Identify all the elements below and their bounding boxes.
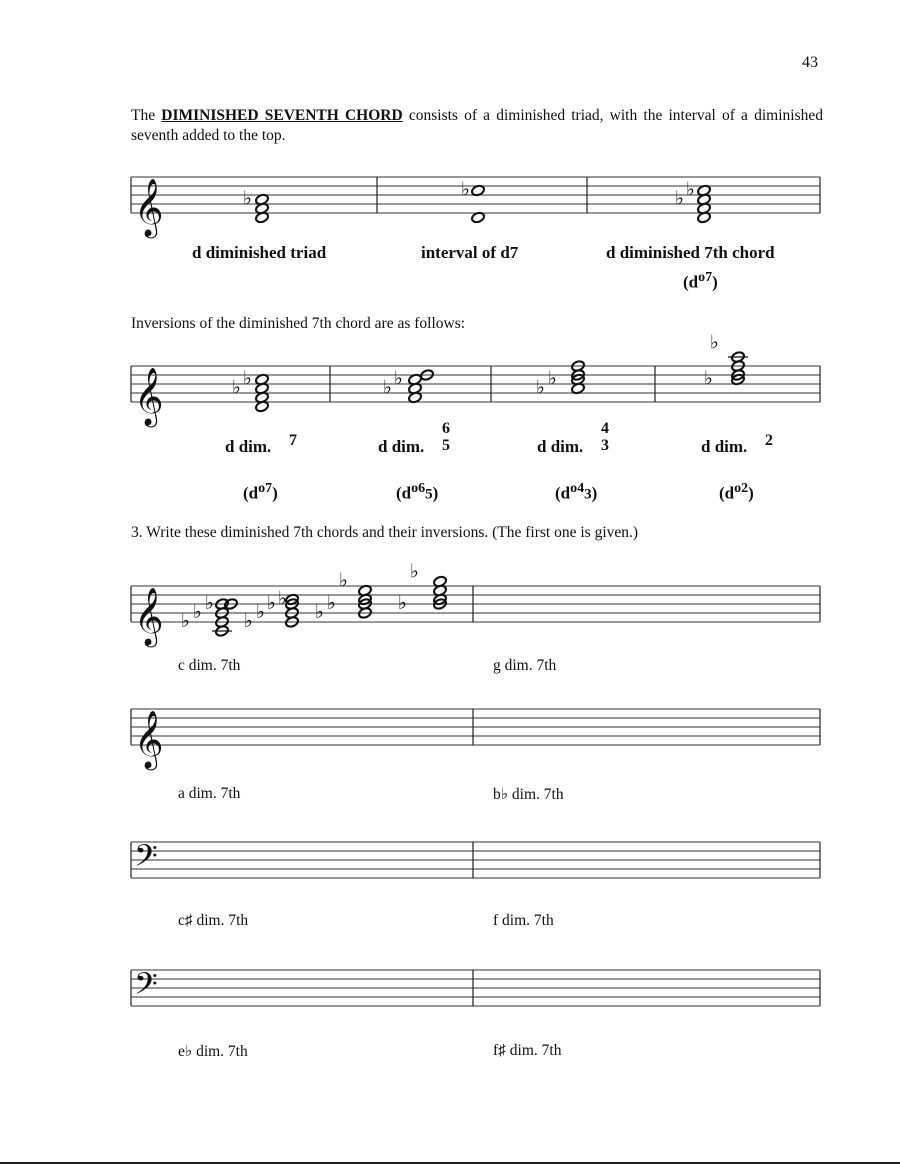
flat-icon: ♭	[394, 367, 403, 390]
flat-icon: ♭	[244, 610, 253, 632]
flat-icon: ♭	[243, 367, 252, 390]
symbol-open: (d	[683, 272, 699, 292]
flat-icon: ♭	[686, 178, 695, 201]
flat-icon: ♭	[232, 376, 241, 399]
inversions-intro: Inversions of the diminished 7th chord are as follows:	[131, 315, 466, 332]
flat-icon: ♭	[339, 569, 348, 592]
symbol-open: (d	[719, 483, 735, 503]
symbol-close: )	[748, 483, 754, 503]
intro-pre: The	[131, 107, 162, 124]
row1-right-label: g dim. 7th	[493, 657, 557, 674]
flat-icon: ♭	[256, 601, 265, 623]
example1-label-interval: interval of d7	[421, 243, 519, 262]
flat-icon: ♭	[536, 376, 545, 399]
bass-clef-icon: 𝄢	[134, 838, 158, 881]
flat-icon: ♭	[267, 592, 276, 614]
symbol-close: )	[272, 483, 278, 503]
symbol-open: (d	[555, 483, 571, 503]
row1-left-label: c dim. 7th	[178, 657, 241, 674]
row4-right-label: f♯ dim. 7th	[493, 1042, 562, 1059]
inversion-label-2: d dim.	[378, 437, 425, 456]
page-number: 43	[802, 54, 818, 71]
example1-label-chord: d diminished 7th chord	[606, 243, 775, 262]
flat-icon: ♭	[205, 592, 214, 614]
flat-icon: ♭	[327, 592, 336, 614]
flat-icon: ♭	[704, 367, 713, 390]
inversion-label-1: d dim.	[225, 437, 272, 456]
row4-left-label: e♭ dim. 7th	[178, 1043, 248, 1060]
flat-icon: ♭	[548, 367, 557, 390]
row3-right-label: f dim. 7th	[493, 912, 554, 929]
flat-icon: ♭	[315, 601, 324, 623]
intro-term: DIMINISHED SEVENTH CHORD	[161, 107, 403, 124]
flat-icon: ♭	[243, 187, 252, 210]
flat-icon: ♭	[181, 610, 190, 632]
flat-icon: ♭	[193, 601, 202, 623]
inversion-figure-mid-3: 3	[601, 437, 609, 454]
intro-post: consists of a diminished triad, with the interval of a diminished seventh added to the top.	[131, 107, 823, 144]
flat-icon: ♭	[278, 587, 287, 610]
row2-right-label: b♭ dim. 7th	[493, 786, 564, 803]
flat-icon: ♭	[675, 187, 684, 210]
inversion-figure-top-2: 6	[442, 420, 450, 437]
example1-label-triad: d diminished triad	[192, 243, 327, 262]
inversion-figure-mid-1: 7	[289, 432, 297, 449]
symbol-sup: o2	[734, 481, 749, 496]
symbol-sup: o7	[698, 270, 713, 285]
symbol-sup: o7	[258, 481, 273, 496]
row3-left-label: c♯ dim. 7th	[178, 912, 249, 929]
inversion-label-3: d dim.	[537, 437, 584, 456]
symbol-sup: o4	[570, 481, 585, 496]
inversion-label-4: d dim.	[701, 437, 748, 456]
flat-icon: ♭	[398, 592, 407, 614]
treble-clef-icon: 𝄞	[134, 587, 164, 645]
row2-left-label: a dim. 7th	[178, 785, 241, 802]
symbol-sup: o6	[411, 481, 426, 496]
exercise-instruction: 3. Write these diminished 7th chords and their inversions. (The first one is given.)	[131, 524, 639, 541]
symbol-sub: 5	[425, 486, 433, 503]
symbol-close: )	[432, 483, 439, 503]
flat-icon: ♭	[710, 331, 719, 354]
flat-icon: ♭	[383, 376, 392, 399]
symbol-close: )	[712, 272, 718, 292]
symbol-close: )	[591, 483, 598, 503]
treble-clef-icon: 𝄞	[134, 710, 164, 768]
inversion-figure-mid-4: 2	[765, 432, 773, 449]
symbol-open: (d	[396, 483, 412, 503]
inversion-figure-mid-2: 5	[442, 437, 450, 454]
symbol-open: (d	[243, 483, 259, 503]
treble-clef-icon: 𝄞	[134, 367, 164, 425]
bass-clef-icon: 𝄢	[134, 966, 158, 1009]
flat-icon: ♭	[461, 178, 470, 201]
inversion-figure-top-3: 4	[601, 420, 609, 437]
flat-icon: ♭	[410, 560, 419, 583]
treble-clef-icon: 𝄞	[134, 178, 164, 236]
symbol-sub: 3	[584, 486, 592, 503]
